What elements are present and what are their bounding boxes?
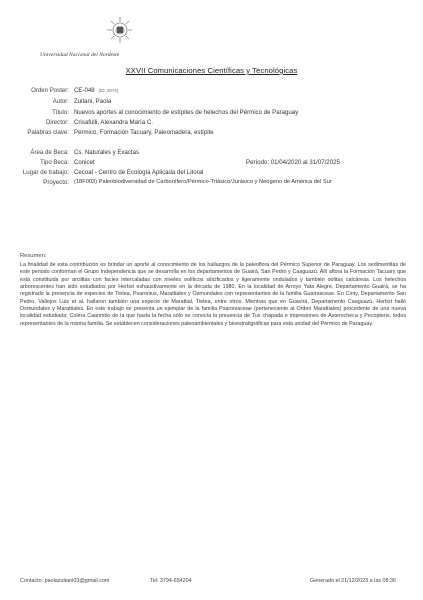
field-orden-poster xyxy=(0,86,423,96)
field-director xyxy=(0,118,423,128)
field-proyecto xyxy=(0,178,423,188)
field-label: Director: xyxy=(45,119,69,126)
field-value: Cecoal - Centro de Ecología Aplicada del Litoral xyxy=(74,169,204,176)
field-label: Lugar de trabajo: xyxy=(22,169,69,176)
field-label: Proyecto: xyxy=(43,179,69,186)
poster-id: (ID: 2074) xyxy=(98,88,119,93)
field-value: Pérmico, Formación Tacuary, Paleomadera, estípite xyxy=(74,129,214,136)
field-tipo-beca xyxy=(0,158,423,168)
field-value: Crisafulli, Alexandra María C. xyxy=(74,119,153,126)
footer-generated: Generado el 21/12/2023 a las 08:36 xyxy=(310,578,397,584)
field-palabras-clave xyxy=(0,128,423,138)
field-value: Cs. Naturales y Exactas xyxy=(74,149,140,156)
resumen-text: La finalidad de esta contribución es brindar un aporte al conocimiento de los hallazgos de la paleoflora del Pérmico Superior de Paraguay. Los sedimentitas de este periodo conforman el Grupo Independencia que se desarrolla en los departamentos de Guairá, San Pedro y Caaguazú. Allí aflora la Formación Tacuary que está constituida por arcilitas con facies intercaladas con niveles oolíticos silicificados y ligeramente ondulados y también oolitas calcáreas. Los helechos arborescentes han sido estudiados por Herbst exhaustivamente en la década de 1980. En la localidad de Arroyo Yata Alegre, Departamento Guairá, se ha registrado la presencia de especies de Tietea, Psaronius, Marattiales y Osmundales con representantes de la familia Guaireaceae. En Cinty, Departamento San Pedro, Vallejos Luiz et al. hallaron también una especie de Marattial, Tietea, entre otros. Mientras que en Guavirá, Departamento Caaguazú, Herbst halló Osmundales y Marattiales. En este trabajo se presenta un ejemplar de la familia Psaroniaceae (perteneciente al Orden Marattiales) procedente de una nueva localidad estudiada: Colera Caarimbo de la que hasta la fecha sólo se conocía la presencia de Tux chapada e impresiones de Asterocheca y Pecopteris, todos representantes de la misma familia. Se establecen consideraciones paleoambientales y bioestratigráficas para esta unidad del Pérmico de Paraguay. xyxy=(20,262,406,327)
periodo-value: Período: 01/04/2020 al 31/07/2025 xyxy=(246,159,340,166)
field-titulo xyxy=(0,108,423,118)
resumen-label: Resumen: xyxy=(20,253,47,259)
field-label: Área de Beca: xyxy=(30,149,69,156)
page-title: XXVII Comunicaciones Científicas y Tecnológicas xyxy=(125,66,298,75)
field-label: Título: xyxy=(52,109,69,116)
field-label: Palabras clave: xyxy=(27,129,69,136)
field-value: (18F003) Paleobiodiversidad de Carbonífero/Pérmico-Triásico/Jurásico y Neógeno de América del Sur xyxy=(74,179,332,185)
footer-phone: Tel: 3794-654204 xyxy=(150,578,192,584)
field-autor xyxy=(0,97,423,107)
field-value: Zuitani, Paola xyxy=(74,98,112,105)
field-value: Nuevos aportes al conocimiento de estípites de helechos del Pérmico de Paraguay xyxy=(74,109,299,116)
field-value xyxy=(74,86,118,95)
field-label: Orden Poster: xyxy=(31,87,69,94)
university-emblem-icon xyxy=(40,14,132,54)
field-label: Tipo Beca: xyxy=(40,159,69,166)
footer-contact: Contacto: paolazuitani03@gmail.com xyxy=(20,578,110,584)
university-logo xyxy=(40,14,132,62)
orden-poster-value: CE-048 xyxy=(74,87,95,94)
field-value: Conicet xyxy=(74,159,95,166)
institution-name: Universidad Nacional del Nordeste xyxy=(40,52,120,58)
field-label: Autor: xyxy=(52,98,69,105)
field-lugar-trabajo xyxy=(0,168,423,178)
field-area-beca xyxy=(0,148,423,158)
